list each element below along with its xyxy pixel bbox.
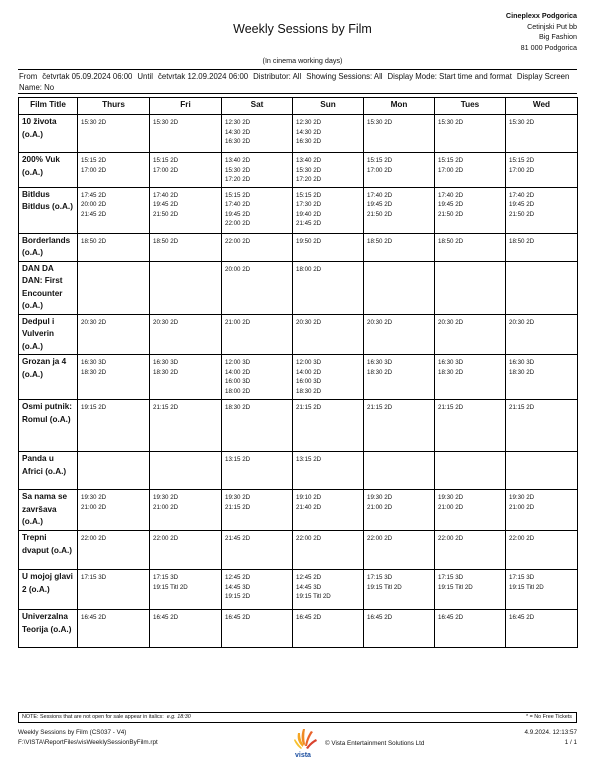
day-cell-mon: [364, 610, 435, 648]
session-time: 22:00 2D: [81, 535, 107, 542]
table-row: [19, 490, 578, 531]
day-cell-thurs: [78, 570, 150, 610]
day-cell-fri: [150, 610, 222, 648]
day-cell-fri: [150, 570, 222, 610]
session-time: 17:15 3D: [438, 574, 464, 581]
session-time: 19:30 2D: [153, 494, 179, 501]
day-cell-wed: [506, 233, 578, 261]
session-time: 16:45 2D: [438, 614, 464, 621]
distributor-param: Distributor: All: [253, 72, 302, 81]
table-row: [19, 610, 578, 648]
film-title-cell: U mojoj glavi 2 (o.A.): [19, 570, 78, 610]
session-time: 21:50 2D: [153, 210, 179, 218]
session-time: 21:50 2D: [367, 210, 393, 218]
session-time: 20:30 2D: [367, 318, 393, 326]
session-time: 19:15 2D: [81, 404, 107, 411]
table-body: [19, 115, 578, 648]
day-cell-sun: [293, 531, 364, 570]
session-time: 22:00 2D: [153, 535, 179, 542]
session-time: 21:15 2D: [509, 404, 535, 411]
day-cell-wed: [506, 400, 578, 452]
session-time: 15:15 2D: [225, 191, 251, 199]
session-time: 19:15 2D: [225, 593, 251, 600]
day-cell-tues: [435, 570, 506, 610]
day-cell-mon: [364, 153, 435, 188]
header-wed: Wed: [506, 98, 578, 115]
session-time: 17:00 2D: [367, 166, 393, 174]
day-cell-mon: [364, 490, 435, 531]
table-row: [19, 153, 578, 188]
session-time: 17:30 2D: [296, 201, 322, 208]
day-cell-fri: [150, 115, 222, 153]
session-time: 15:15 2D: [367, 157, 393, 164]
day-cell-mon: [364, 400, 435, 452]
table-row: [19, 314, 578, 355]
session-time: 19:50 2D: [296, 237, 322, 245]
session-time: 19:45 2D: [225, 210, 251, 218]
session-time: 13:40 2D: [225, 157, 251, 164]
sessions-table: [18, 97, 578, 648]
session-time: 21:00 2D: [153, 503, 179, 511]
session-time: 15:15 2D: [509, 157, 535, 164]
session-time: 15:30 2D: [296, 166, 322, 174]
showing-sessions-param: Showing Sessions: All: [306, 72, 383, 81]
day-cell-mon: [364, 261, 435, 314]
film-title-cell: Bitldus Bitldus (o.A.): [19, 187, 78, 233]
from-label: From: [19, 72, 38, 81]
session-time: 22:00 2D: [225, 237, 251, 245]
session-time: 19:40 2D: [296, 210, 322, 218]
table-row: [19, 452, 578, 490]
session-time: 19:15 Titl 2D: [438, 583, 473, 591]
day-cell-thurs: [78, 610, 150, 648]
day-cell-tues: [435, 400, 506, 452]
day-cell-wed: [506, 355, 578, 400]
session-time: 12:00 3D: [225, 359, 251, 366]
session-time: 16:30 2D: [225, 138, 251, 145]
session-time: 17:00 2D: [81, 166, 107, 174]
display-mode-param: Display Mode: Start time and format: [387, 72, 512, 81]
session-time: 18:30 2D: [438, 368, 464, 376]
day-cell-thurs: [78, 355, 150, 400]
session-time: 14:45 3D: [225, 583, 251, 591]
day-cell-thurs: [78, 490, 150, 531]
day-cell-sun: [293, 233, 364, 261]
session-time: 18:00 2D: [296, 265, 322, 273]
session-time: 17:15 3D: [153, 574, 179, 581]
session-time: 19:45 2D: [367, 201, 393, 208]
day-cell-sat: [222, 115, 293, 153]
day-cell-sat: [222, 233, 293, 261]
day-cell-fri: [150, 531, 222, 570]
session-time: 15:15 2D: [81, 157, 107, 164]
session-time: 18:30 2D: [509, 368, 535, 376]
footer-copyright: © Vista Entertainment Solutions Ltd: [325, 740, 425, 747]
session-time: 17:20 2D: [225, 176, 251, 183]
day-cell-fri: [150, 153, 222, 188]
session-time: 19:30 2D: [81, 494, 107, 501]
session-time: 22:00 2D: [367, 535, 393, 542]
session-time: 14:45 3D: [296, 583, 322, 591]
company-address-line3: 81 000 Podgorica: [520, 42, 577, 52]
session-time: 12:45 2D: [296, 574, 322, 581]
day-cell-thurs: [78, 187, 150, 233]
day-cell-sat: [222, 314, 293, 355]
day-cell-tues: [435, 115, 506, 153]
table-row: [19, 531, 578, 570]
session-time: 12:00 3D: [296, 359, 322, 366]
day-cell-wed: [506, 261, 578, 314]
session-time: 21:00 2D: [81, 503, 107, 511]
session-time: 20:30 2D: [438, 318, 464, 326]
day-cell-mon: [364, 314, 435, 355]
session-time: 19:30 2D: [367, 494, 393, 501]
day-cell-sun: [293, 115, 364, 153]
session-time: 21:00 2D: [509, 503, 535, 511]
header-sun: Sun: [293, 98, 364, 115]
session-time: 22:00 2D: [225, 220, 251, 227]
day-cell-thurs: [78, 233, 150, 261]
session-time: 18:00 2D: [225, 387, 251, 395]
session-time: 16:45 2D: [509, 614, 535, 621]
session-time: 16:45 2D: [367, 614, 393, 621]
day-cell-fri: [150, 490, 222, 531]
day-cell-thurs: [78, 452, 150, 490]
day-cell-wed: [506, 610, 578, 648]
session-time: 21:00 2D: [367, 503, 393, 511]
session-time: 18:30 2D: [367, 368, 393, 376]
session-time: 15:30 2D: [509, 119, 535, 126]
table-row: [19, 187, 578, 233]
day-cell-tues: [435, 531, 506, 570]
session-time: 17:15 3D: [367, 574, 393, 581]
session-time: 15:30 2D: [367, 119, 393, 126]
table-header-row: [19, 98, 578, 115]
session-time: 21:50 2D: [509, 210, 535, 218]
day-cell-mon: [364, 187, 435, 233]
header-mon: Mon: [364, 98, 435, 115]
day-cell-wed: [506, 314, 578, 355]
session-time: 19:45 2D: [438, 201, 464, 208]
session-time: 21:45 2D: [225, 535, 251, 542]
italics-note: [18, 712, 577, 723]
header-thurs: Thurs: [78, 98, 150, 115]
session-time: 12:30 2D: [225, 119, 251, 126]
session-time: 17:20 2D: [296, 176, 322, 183]
session-time: 19:30 2D: [225, 494, 251, 501]
day-cell-fri: [150, 261, 222, 314]
no-free-tickets-legend: * = No Free Tickets: [526, 714, 572, 720]
session-time: 16:45 2D: [296, 614, 322, 621]
film-title-cell: 10 života (o.A.): [19, 115, 78, 153]
day-cell-thurs: [78, 153, 150, 188]
session-time: 18:50 2D: [367, 237, 393, 245]
table-row: [19, 400, 578, 452]
day-cell-sun: [293, 355, 364, 400]
session-time: 15:15 2D: [438, 157, 464, 164]
session-time: 17:40 2D: [225, 201, 251, 208]
session-time: 19:30 2D: [438, 494, 464, 501]
day-cell-wed: [506, 490, 578, 531]
day-cell-mon: [364, 570, 435, 610]
until-label: Until: [137, 72, 153, 81]
day-cell-sun: [293, 314, 364, 355]
day-cell-sun: [293, 400, 364, 452]
film-title-cell: Osmi putnik: Romul (o.A.): [19, 400, 78, 452]
day-cell-wed: [506, 153, 578, 188]
day-cell-tues: [435, 490, 506, 531]
session-time: 17:45 2D: [81, 191, 107, 199]
day-cell-sat: [222, 452, 293, 490]
session-time: 14:00 2D: [296, 368, 322, 376]
day-cell-sun: [293, 261, 364, 314]
table-row: [19, 115, 578, 153]
day-cell-tues: [435, 153, 506, 188]
printed-timestamp: 4.9.2024. 12:13:57: [524, 729, 577, 736]
day-cell-tues: [435, 610, 506, 648]
day-cell-mon: [364, 355, 435, 400]
session-time: 19:10 2D: [296, 494, 322, 501]
day-cell-fri: [150, 355, 222, 400]
day-cell-tues: [435, 187, 506, 233]
session-time: 13:40 2D: [296, 157, 322, 164]
session-time: 18:50 2D: [509, 237, 535, 245]
session-time: 22:00 2D: [509, 535, 535, 542]
film-title-cell: Dedpul i Vulverin (o.A.): [19, 314, 78, 355]
day-cell-tues: [435, 355, 506, 400]
session-time: 21:40 2D: [296, 503, 322, 511]
day-cell-sat: [222, 355, 293, 400]
session-time: 21:45 2D: [81, 210, 107, 218]
day-cell-thurs: [78, 115, 150, 153]
day-cell-fri: [150, 187, 222, 233]
company-name: Cineplexx Podgorica: [505, 11, 577, 20]
table-row: [19, 233, 578, 261]
session-time: 16:00 3D: [225, 378, 251, 385]
session-time: 21:45 2D: [296, 220, 322, 227]
session-time: 16:30 2D: [296, 138, 322, 145]
day-cell-sun: [293, 490, 364, 531]
session-time: 19:15 Titl 2D: [153, 583, 188, 591]
session-time: 16:30 3D: [438, 359, 464, 366]
session-time: 21:15 2D: [367, 404, 393, 411]
header-sat: Sat: [222, 98, 293, 115]
day-cell-wed: [506, 531, 578, 570]
session-time: 19:30 2D: [509, 494, 535, 501]
session-time: 22:00 2D: [296, 535, 322, 542]
day-cell-thurs: [78, 400, 150, 452]
session-time: 18:30 2D: [225, 404, 251, 411]
session-time: 21:15 2D: [153, 404, 179, 411]
day-cell-sat: [222, 610, 293, 648]
day-cell-sun: [293, 452, 364, 490]
day-cell-tues: [435, 452, 506, 490]
session-time: 18:30 2D: [296, 387, 322, 395]
film-title-cell: Trepni dvaput (o.A.): [19, 531, 78, 570]
day-cell-tues: [435, 233, 506, 261]
session-time: 20:00 2D: [225, 265, 251, 273]
vista-logo-text: vista: [295, 752, 311, 759]
day-cell-sat: [222, 400, 293, 452]
day-cell-tues: [435, 261, 506, 314]
session-time: 16:00 3D: [296, 378, 322, 385]
film-title-cell: Panda u Africi (o.A.): [19, 452, 78, 490]
session-time: 20:30 2D: [509, 318, 535, 326]
day-cell-thurs: [78, 261, 150, 314]
session-time: 17:00 2D: [509, 166, 535, 174]
table-row: [19, 355, 578, 400]
day-cell-wed: [506, 570, 578, 610]
film-title-cell: DAN DA DAN: First Encounter (o.A.): [19, 261, 78, 314]
report-subtitle: (In cinema working days): [262, 56, 343, 65]
company-address-line2: Big Fashion: [539, 32, 577, 41]
session-time: 17:00 2D: [153, 166, 179, 174]
session-time: 21:15 2D: [296, 404, 322, 411]
day-cell-sun: [293, 570, 364, 610]
session-time: 16:45 2D: [225, 614, 251, 621]
session-time: 15:15 2D: [153, 157, 179, 164]
session-time: 21:00 2D: [225, 318, 251, 326]
session-time: 21:00 2D: [438, 503, 464, 511]
session-time: 14:30 2D: [225, 128, 251, 136]
note-example: e.g. 18:30: [166, 714, 191, 720]
header-film-title: Film Title: [19, 98, 78, 115]
session-time: 21:50 2D: [438, 210, 464, 218]
session-time: 20:30 2D: [296, 318, 322, 326]
day-cell-sat: [222, 570, 293, 610]
session-time: 17:15 3D: [509, 574, 535, 581]
session-time: 12:45 2D: [225, 574, 251, 581]
session-time: 20:00 2D: [81, 201, 107, 208]
session-time: 14:00 2D: [225, 368, 251, 376]
session-time: 16:30 3D: [367, 359, 393, 366]
display-screen-name-param: Display Screen Name: No: [19, 72, 570, 92]
session-time: 14:30 2D: [296, 128, 322, 136]
day-cell-mon: [364, 233, 435, 261]
from-value: četvrtak 05.09.2024 06:00: [42, 72, 133, 81]
session-time: 15:30 2D: [153, 119, 179, 126]
session-time: 12:30 2D: [296, 119, 322, 126]
table-row: [19, 570, 578, 610]
session-time: 17:40 2D: [367, 191, 393, 199]
day-cell-sun: [293, 187, 364, 233]
footer-right: [524, 728, 577, 748]
day-cell-thurs: [78, 531, 150, 570]
day-cell-fri: [150, 452, 222, 490]
session-time: 19:15 Titl 2D: [296, 593, 331, 600]
report-parameters: [18, 69, 577, 94]
day-cell-mon: [364, 452, 435, 490]
film-title-cell: 200% Vuk (o.A.): [19, 153, 78, 188]
session-time: 15:30 2D: [81, 119, 107, 126]
day-cell-fri: [150, 314, 222, 355]
film-title-cell: Borderlands (o.A.): [19, 233, 78, 261]
day-cell-sat: [222, 531, 293, 570]
header-tues: Tues: [435, 98, 506, 115]
day-cell-sat: [222, 490, 293, 531]
session-time: 16:45 2D: [81, 614, 107, 621]
session-time: 15:15 2D: [296, 191, 322, 199]
session-time: 19:45 2D: [509, 201, 535, 208]
session-time: 17:00 2D: [438, 166, 464, 174]
session-time: 16:30 3D: [509, 359, 535, 366]
header-fri: Fri: [150, 98, 222, 115]
session-time: 17:40 2D: [509, 191, 535, 199]
report-name: Weekly Sessions by Film (CS037 - V4): [18, 729, 127, 736]
session-time: 19:15 Titl 2D: [367, 583, 402, 591]
day-cell-wed: [506, 115, 578, 153]
session-time: 15:30 2D: [225, 166, 251, 174]
session-time: 18:30 2D: [81, 368, 107, 376]
table-row: [19, 261, 578, 314]
session-time: 16:30 3D: [153, 359, 179, 366]
day-cell-sat: [222, 187, 293, 233]
day-cell-mon: [364, 115, 435, 153]
session-time: 13:15 2D: [225, 456, 251, 463]
session-time: 20:30 2D: [81, 318, 107, 326]
session-time: 22:00 2D: [438, 535, 464, 542]
day-cell-mon: [364, 531, 435, 570]
day-cell-sun: [293, 153, 364, 188]
session-time: 17:40 2D: [153, 191, 179, 199]
report-title: Weekly Sessions by Film: [233, 22, 372, 36]
session-time: 17:40 2D: [438, 191, 464, 199]
day-cell-fri: [150, 400, 222, 452]
session-time: 19:15 Titl 2D: [509, 583, 544, 591]
company-block: [506, 11, 577, 53]
day-cell-wed: [506, 187, 578, 233]
session-time: 21:15 2D: [438, 404, 464, 411]
film-title-cell: Grozan ja 4 (o.A.): [19, 355, 78, 400]
day-cell-fri: [150, 233, 222, 261]
film-title-cell: Sa nama se završava (o.A.): [19, 490, 78, 531]
session-time: 21:15 2D: [225, 503, 251, 511]
session-time: 13:15 2D: [296, 456, 322, 463]
day-cell-sat: [222, 153, 293, 188]
session-time: 17:15 3D: [81, 574, 107, 581]
footer-left: [18, 728, 158, 748]
company-address-line1: Cetinjski Put bb: [527, 21, 577, 31]
session-time: 18:30 2D: [153, 368, 179, 376]
session-time: 20:30 2D: [153, 318, 179, 326]
page-number: 1 / 1: [564, 739, 577, 746]
session-time: 16:45 2D: [153, 614, 179, 621]
day-cell-wed: [506, 452, 578, 490]
session-time: 18:50 2D: [81, 237, 107, 245]
film-title-cell: Univerzalna Teorija (o.A.): [19, 610, 78, 648]
day-cell-thurs: [78, 314, 150, 355]
day-cell-sat: [222, 261, 293, 314]
session-time: 19:45 2D: [153, 201, 179, 208]
report-file-path: F:\VISTA\ReportFiles\visWeeklySessionByFilm.rpt: [18, 739, 158, 746]
session-time: 18:50 2D: [153, 237, 179, 245]
until-value: četvrtak 12.09.2024 06:00: [157, 72, 249, 81]
session-time: 16:30 3D: [81, 359, 107, 366]
note-text: NOTE: Sessions that are not open for sale appear in italics:: [22, 714, 164, 720]
session-time: 15:30 2D: [438, 119, 464, 126]
session-time: 18:50 2D: [438, 237, 464, 245]
day-cell-sun: [293, 610, 364, 648]
day-cell-tues: [435, 314, 506, 355]
